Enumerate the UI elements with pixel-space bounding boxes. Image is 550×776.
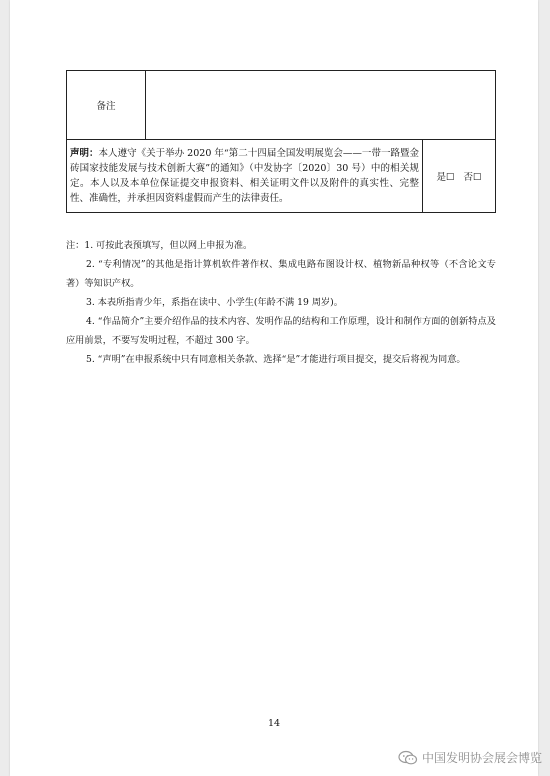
note-item-2: 2. “专利情况”的其他是指计算机软件著作权、集成电路布图设计权、植物新品种权等（不含论文专著）等知识产权。	[66, 259, 496, 289]
page-number: 14	[267, 718, 281, 729]
watermark-text: 中国发明协会展会博览	[421, 751, 542, 765]
remarks-label: 备注	[67, 71, 146, 140]
declaration-choice-cell	[423, 140, 496, 213]
no-checkbox[interactable]: 否☐	[463, 172, 482, 183]
note-item-5: 5. “声明”在申报系统中只有同意相关条款、选择“是”才能进行项目提交，提交后将视为同意。	[86, 354, 466, 365]
document-page	[10, 0, 538, 776]
note-item-3: 3. 本表所指青少年，系指在读中、小学生(年龄不满 19 周岁)。	[86, 297, 343, 308]
declaration-cell	[67, 140, 423, 213]
note-item-4: 4. “作品简介”主要介绍作品的技术内容、发明作品的结构和工作原理，设计和制作方面的创新特点及应用前景，不要写发明过程，不超过 300 字。	[66, 316, 496, 346]
note-item-1: 注：1. 可按此表预填写，但以网上申报为准。	[66, 240, 253, 251]
remarks-row	[67, 71, 496, 140]
application-form-table	[66, 70, 496, 213]
declaration-label: 声明：	[70, 148, 99, 159]
remarks-value-cell	[146, 71, 496, 140]
watermark	[398, 749, 542, 766]
yes-checkbox[interactable]: 是☐	[436, 172, 455, 183]
declaration-row	[67, 140, 496, 213]
notes-section	[66, 236, 496, 369]
declaration-text: 本人遵守《关于举办 2020 年“第二十四届全国发明展览会——一带一路暨金砖国家技能发展与技术创新大赛”的通知》（中发协字〔2020〕30 号）中的相关规定。本人以及本单位保证提交申报资料、相关证明文件以及附件的真实性、完整性、准确性，并承担因资料虚假而产生的法律责任。	[70, 148, 419, 204]
wechat-icon	[398, 750, 418, 766]
